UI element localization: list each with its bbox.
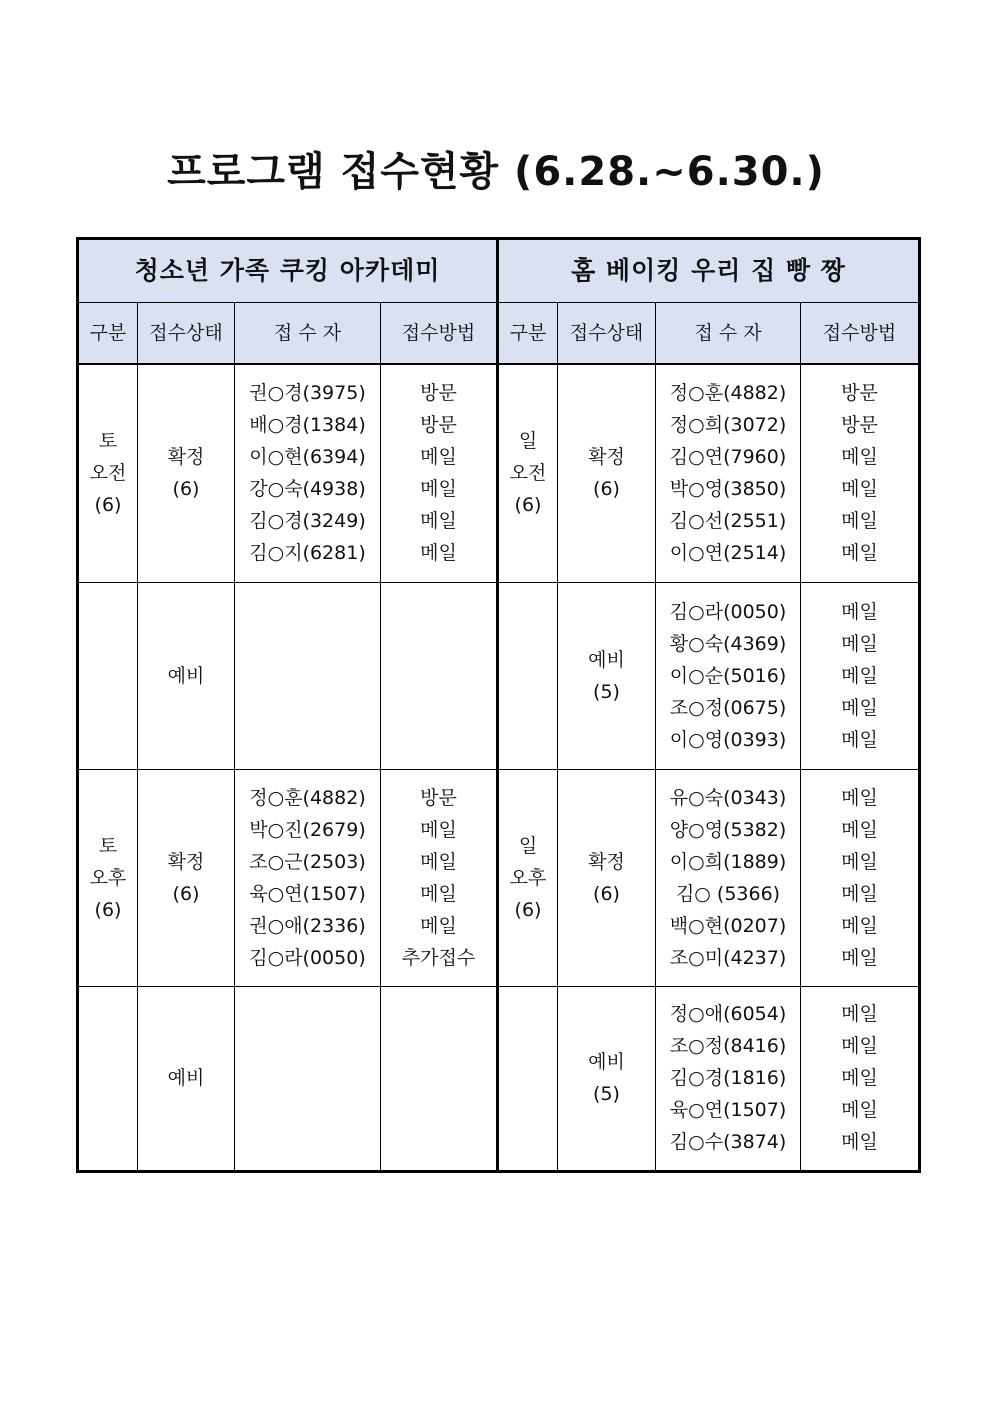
applicant-name: 권○경(3975) <box>249 382 366 405</box>
status-line: (5) <box>593 680 620 703</box>
application-method: 메일 <box>841 1035 878 1057</box>
applicant-name: 이○현(6394) <box>249 446 366 469</box>
application-method: 메일 <box>420 446 457 469</box>
application-method: 메일 <box>841 510 878 533</box>
applicant-name: 김○ (5366) <box>675 882 781 905</box>
status-line: 확정 <box>167 850 205 873</box>
column-header: 접 수 자 <box>235 303 381 365</box>
status-line: 확정 <box>167 446 205 469</box>
status-line: (6) <box>593 478 620 501</box>
applicant-name: 유○숙(0343) <box>669 786 787 809</box>
division-cell <box>498 364 558 582</box>
applicants-cell <box>656 769 801 986</box>
page-title: 프로그램 접수현황 (6.28.~6.30.) <box>167 149 825 195</box>
application-method: 메일 <box>841 1099 878 1121</box>
status-cell <box>138 769 235 986</box>
column-header: 구분 <box>78 303 138 365</box>
status-line: 확정 <box>588 446 625 469</box>
application-method: 메일 <box>841 914 878 937</box>
division-line: 오전 <box>509 462 547 485</box>
division-line: 일 <box>518 834 538 857</box>
table-row <box>78 986 920 1171</box>
applicants-cell <box>656 364 801 582</box>
division-cell <box>78 769 138 986</box>
applicant-name: 김○선(2551) <box>669 510 787 533</box>
applicants-cell <box>235 986 381 1171</box>
application-method: 메일 <box>420 510 457 533</box>
method-cell <box>381 986 498 1171</box>
application-method: 메일 <box>841 1003 878 1025</box>
applicant-name: 김○연(7960) <box>669 446 787 469</box>
status-cell <box>138 986 235 1171</box>
division-line: (6) <box>94 494 122 517</box>
applicant-name: 권○애(2336) <box>249 914 366 937</box>
applicant-name: 박○진(2679) <box>249 818 366 841</box>
division-line: 일 <box>518 430 538 453</box>
status-cell <box>558 364 656 582</box>
division-line: (6) <box>94 898 122 921</box>
applicant-name: 정○훈(4882) <box>669 382 787 405</box>
division-line: 토 <box>98 430 118 453</box>
division-cell <box>78 364 138 582</box>
applicant-name: 박○영(3850) <box>669 478 787 501</box>
application-method: 메일 <box>841 600 878 623</box>
column-header: 접수상태 <box>138 303 235 365</box>
application-method: 메일 <box>420 818 457 841</box>
column-header: 접수상태 <box>558 303 656 365</box>
division-line: 토 <box>98 834 118 857</box>
column-header: 접 수 자 <box>656 303 801 365</box>
applicant-name: 이○희(1889) <box>669 850 787 873</box>
status-cell <box>558 769 656 986</box>
applicant-name: 황○숙(4369) <box>669 632 787 655</box>
applicant-name: 정○훈(4882) <box>249 786 366 809</box>
status-line: 확정 <box>588 850 625 873</box>
division-cell <box>498 986 558 1171</box>
table-row <box>78 769 920 986</box>
division-line: 오전 <box>89 462 127 485</box>
application-method: 메일 <box>420 850 457 873</box>
application-method: 메일 <box>420 882 457 905</box>
applicant-name: 육○연(1507) <box>249 882 366 905</box>
division-cell <box>498 769 558 986</box>
applicant-name: 김○라(0050) <box>249 946 366 969</box>
method-cell <box>381 769 498 986</box>
application-method: 메일 <box>420 914 457 937</box>
applicants-cell <box>235 582 381 769</box>
status-line: 예비 <box>588 648 625 671</box>
application-method: 메일 <box>841 696 878 719</box>
application-method: 메일 <box>841 478 878 501</box>
program-title: 홈 베이킹 우리 집 빵 짱 <box>498 239 920 303</box>
application-method: 방문 <box>420 382 457 405</box>
application-method: 메일 <box>841 664 878 687</box>
method-cell <box>801 364 920 582</box>
division-line: (6) <box>514 494 542 517</box>
division-cell <box>498 582 558 769</box>
applicant-name: 육○연(1507) <box>669 1099 787 1121</box>
status-cell <box>558 582 656 769</box>
application-method: 메일 <box>841 632 878 655</box>
applicant-name: 정○희(3072) <box>669 414 787 437</box>
status-cell <box>558 986 656 1171</box>
method-cell <box>801 769 920 986</box>
applicant-name: 김○경(3249) <box>249 510 366 533</box>
status-line: (6) <box>172 882 200 905</box>
division-cell <box>78 986 138 1171</box>
applicants-cell <box>235 769 381 986</box>
application-method: 방문 <box>841 382 878 405</box>
division-cell <box>78 582 138 769</box>
method-cell <box>801 582 920 769</box>
application-method: 방문 <box>420 786 457 809</box>
application-method: 메일 <box>841 850 878 873</box>
applicant-name: 조○근(2503) <box>249 850 366 873</box>
table-row <box>78 364 920 582</box>
status-line: 예비 <box>167 664 205 687</box>
status-line: 예비 <box>588 1051 625 1073</box>
application-method: 추가접수 <box>401 946 476 969</box>
program-title: 청소년 가족 쿠킹 아카데미 <box>78 239 498 303</box>
division-line: 오후 <box>89 866 127 889</box>
method-cell <box>381 364 498 582</box>
applicant-name: 강○숙(4938) <box>249 478 366 501</box>
table-row <box>78 582 920 769</box>
division-line: 오후 <box>509 866 547 889</box>
column-header: 구분 <box>498 303 558 365</box>
method-cell <box>801 986 920 1171</box>
application-method: 방문 <box>841 414 878 437</box>
application-method: 메일 <box>841 1131 878 1153</box>
application-method: 방문 <box>420 414 457 437</box>
applicants-cell <box>656 582 801 769</box>
status-cell <box>138 364 235 582</box>
applicant-name: 이○순(5016) <box>669 664 787 687</box>
column-header: 접수방법 <box>381 303 498 365</box>
applicants-cell <box>656 986 801 1171</box>
applicant-name: 김○라(0050) <box>669 600 787 623</box>
applicant-name: 김○지(6281) <box>249 542 366 565</box>
application-method: 메일 <box>841 818 878 841</box>
applicant-name: 양○영(5382) <box>669 818 787 841</box>
registration-table <box>76 237 921 1173</box>
applicant-name: 이○영(0393) <box>669 728 787 751</box>
application-method: 메일 <box>841 1067 878 1089</box>
applicant-name: 이○연(2514) <box>669 542 787 565</box>
application-method: 메일 <box>841 446 878 469</box>
applicant-name: 조○미(4237) <box>669 946 787 969</box>
application-method: 메일 <box>841 882 878 905</box>
status-line: 예비 <box>167 1067 205 1089</box>
status-cell <box>138 582 235 769</box>
status-line: (5) <box>593 1083 620 1105</box>
application-method: 메일 <box>841 946 878 969</box>
applicant-name: 조○정(8416) <box>669 1035 787 1057</box>
applicant-name: 조○정(0675) <box>669 696 787 719</box>
method-cell <box>381 582 498 769</box>
applicant-name: 김○수(3874) <box>669 1131 787 1153</box>
applicant-name: 배○경(1384) <box>249 414 366 437</box>
applicant-name: 정○애(6054) <box>669 1003 787 1025</box>
application-method: 메일 <box>841 786 878 809</box>
application-method: 메일 <box>841 542 878 565</box>
application-method: 메일 <box>841 728 878 751</box>
status-line: (6) <box>172 478 200 501</box>
application-method: 메일 <box>420 542 457 565</box>
application-method: 메일 <box>420 478 457 501</box>
division-line: (6) <box>514 898 542 921</box>
applicant-name: 김○경(1816) <box>669 1067 787 1089</box>
applicant-name: 백○현(0207) <box>669 914 787 937</box>
applicants-cell <box>235 364 381 582</box>
status-line: (6) <box>593 882 620 905</box>
column-header: 접수방법 <box>801 303 920 365</box>
